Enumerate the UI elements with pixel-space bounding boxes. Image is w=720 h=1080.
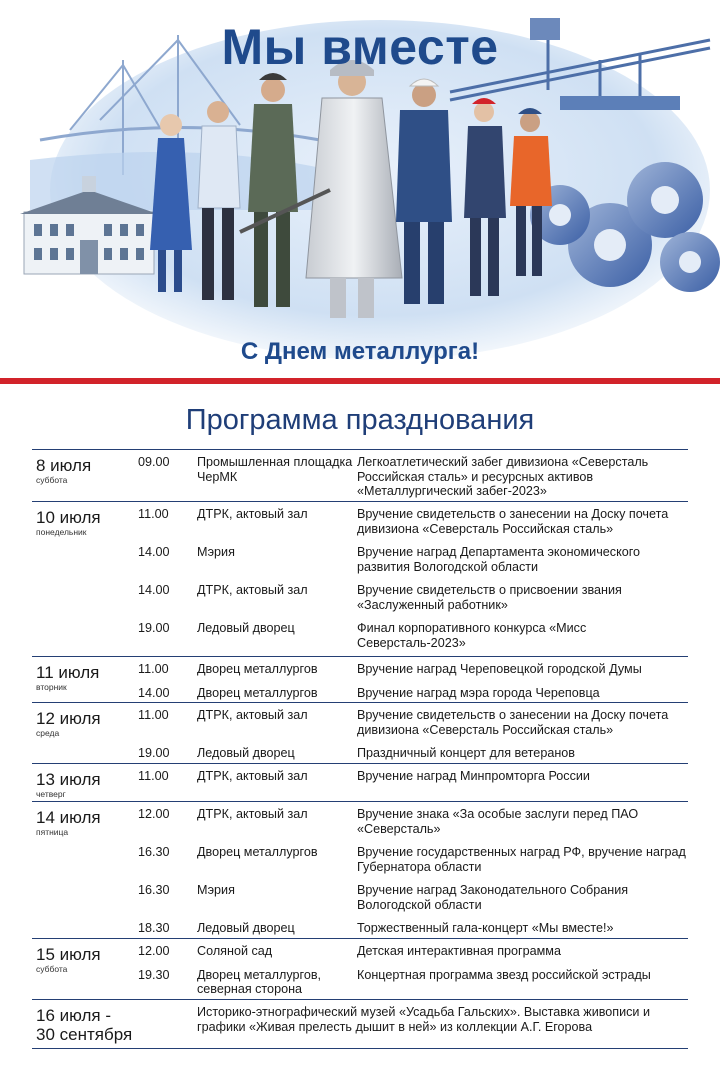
- day-row: [32, 449, 688, 501]
- event-desc: Вручение наград мэра города Череповца: [357, 685, 600, 700]
- hero-banner: [0, 0, 720, 378]
- event-place: ДТРК, актовый зал: [197, 807, 308, 821]
- event-desc: Вручение свидетельств о присвоении звания «Заслуженный работник»: [357, 583, 622, 612]
- weekday-label: среда: [36, 728, 60, 738]
- event-desc: Детская интерактивная программа: [357, 944, 561, 958]
- event-row: [32, 583, 688, 612]
- event-desc: Легкоатлетический забег дивизиона «Северсталь Российская сталь» и ресурсных активов «Металлургический забег-2023»: [357, 455, 649, 498]
- hero-subtitle: С Днем металлурга!: [240, 338, 480, 365]
- date-label: 15 июля: [36, 945, 101, 964]
- event-place: Ледовый дворец: [197, 746, 295, 760]
- event-place: Ледовый дворец: [197, 621, 295, 635]
- event-time: 16.30: [138, 883, 170, 897]
- event-place: Дворец металлургов, северная сторона: [197, 967, 322, 996]
- event-time: 19.30: [138, 967, 170, 982]
- event-place: Соляной сад: [197, 944, 273, 958]
- event-desc: Вручение государственных наград РФ, вручение наград Губернатора области: [357, 845, 686, 874]
- event-row: [32, 845, 688, 874]
- event-row: [32, 921, 688, 936]
- event-row: [32, 967, 688, 996]
- day-row: [32, 801, 688, 938]
- event-row: [32, 455, 688, 499]
- date-label: 14 июля: [36, 808, 101, 827]
- day-row: [32, 763, 688, 801]
- date-label: 11 июля: [36, 663, 100, 682]
- day-row: [32, 501, 688, 656]
- event-time: 14.00: [138, 685, 170, 700]
- event-desc: Вручение свидетельств о занесении на Доску почета дивизиона «Северсталь Российская сталь»: [357, 507, 669, 536]
- date-label: 8 июля: [36, 456, 92, 475]
- event-row: [32, 807, 688, 836]
- event-place: Дворец металлургов: [197, 662, 318, 676]
- weekday-label: суббота: [36, 475, 68, 485]
- event-row: [32, 662, 688, 677]
- range-date-end: 30 сентября: [36, 1025, 133, 1044]
- date-label: 12 июля: [36, 709, 101, 728]
- event-time: 11.00: [138, 662, 169, 676]
- event-place: ДТРК, актовый зал: [197, 583, 308, 597]
- weekday-label: пятница: [36, 827, 69, 837]
- event-desc: Вручение наград Законодательного Собрания Вологодской области: [357, 883, 629, 912]
- weekday-label: понедельник: [36, 527, 87, 537]
- event-desc: Торжественный гала-концерт «Мы вместе!»: [357, 921, 614, 935]
- event-time: 19.00: [138, 621, 170, 635]
- event-desc: Вручение свидетельств о занесении на Доску почета дивизиона «Северсталь Российская сталь»: [357, 708, 669, 737]
- event-place: ДТРК, актовый зал: [197, 507, 308, 521]
- event-place: ДТРК, актовый зал: [197, 708, 308, 722]
- day-row: [32, 938, 688, 999]
- program-table: [32, 449, 688, 1049]
- event-row: [32, 769, 688, 784]
- event-desc: Вручение наград Череповецкой городской Думы: [357, 662, 642, 676]
- range-row: [32, 999, 688, 1049]
- event-place: Дворец металлургов: [197, 685, 318, 700]
- range-date: [36, 1006, 132, 1044]
- event-time: 11.00: [138, 708, 169, 722]
- event-row: [32, 944, 688, 959]
- event-place: Мэрия: [197, 883, 235, 897]
- event-place: Промышленная площадка ЧерМК: [197, 455, 353, 484]
- range-desc: Историко-этнографический музей «Усадьба Гальских». Выставка живописи и графики «Живая прелесть дышит в ней» из коллекции А.Г. Егорова: [197, 1005, 651, 1034]
- event-time: 18.30: [138, 921, 170, 935]
- event-row: [32, 507, 688, 536]
- date-label: 13 июля: [36, 770, 101, 789]
- event-desc: Концертная программа звезд российской эстрады: [357, 967, 651, 982]
- event-row: [32, 545, 688, 574]
- event-time: 11.00: [138, 507, 169, 521]
- event-row: [32, 621, 688, 650]
- red-divider: [0, 378, 720, 384]
- program-title: Программа празднования: [185, 404, 535, 436]
- weekday-label: суббота: [36, 964, 68, 974]
- event-desc: Вручение наград Минпромторга России: [357, 769, 590, 783]
- event-time: 16.30: [138, 845, 170, 859]
- event-place: ДТРК, актовый зал: [197, 769, 308, 783]
- event-desc: Вручение наград Департамента экономического развития Вологодской области: [357, 545, 641, 574]
- event-place: Ледовый дворец: [197, 921, 295, 935]
- date-label: 10 июля: [36, 508, 101, 527]
- event-row: [32, 883, 688, 912]
- event-time: 12.00: [138, 944, 170, 958]
- range-date-start: 16 июля -: [36, 1006, 112, 1025]
- weekday-label: четверг: [36, 789, 66, 799]
- event-row: [32, 708, 688, 737]
- event-time: 19.00: [138, 746, 170, 760]
- event-desc: Финал корпоративного конкурса «Мисс Северсталь-2023»: [357, 621, 587, 650]
- event-time: 14.00: [138, 583, 170, 597]
- event-row: [32, 686, 688, 701]
- event-place: Дворец металлургов: [197, 845, 318, 859]
- event-desc: Праздничный концерт для ветеранов: [357, 746, 575, 760]
- event-time: 11.00: [138, 769, 169, 783]
- event-time: 14.00: [138, 545, 170, 559]
- event-desc: Вручение знака «За особые заслуги перед ПАО «Северсталь»: [357, 807, 639, 836]
- event-time: 12.00: [138, 807, 170, 821]
- hero-title: Мы вместе: [221, 19, 499, 75]
- event-time: 09.00: [138, 455, 170, 469]
- day-row: [32, 702, 688, 763]
- event-place: Мэрия: [197, 545, 235, 559]
- day-row: [32, 656, 688, 702]
- weekday-label: вторник: [36, 682, 67, 692]
- event-row: [32, 746, 688, 761]
